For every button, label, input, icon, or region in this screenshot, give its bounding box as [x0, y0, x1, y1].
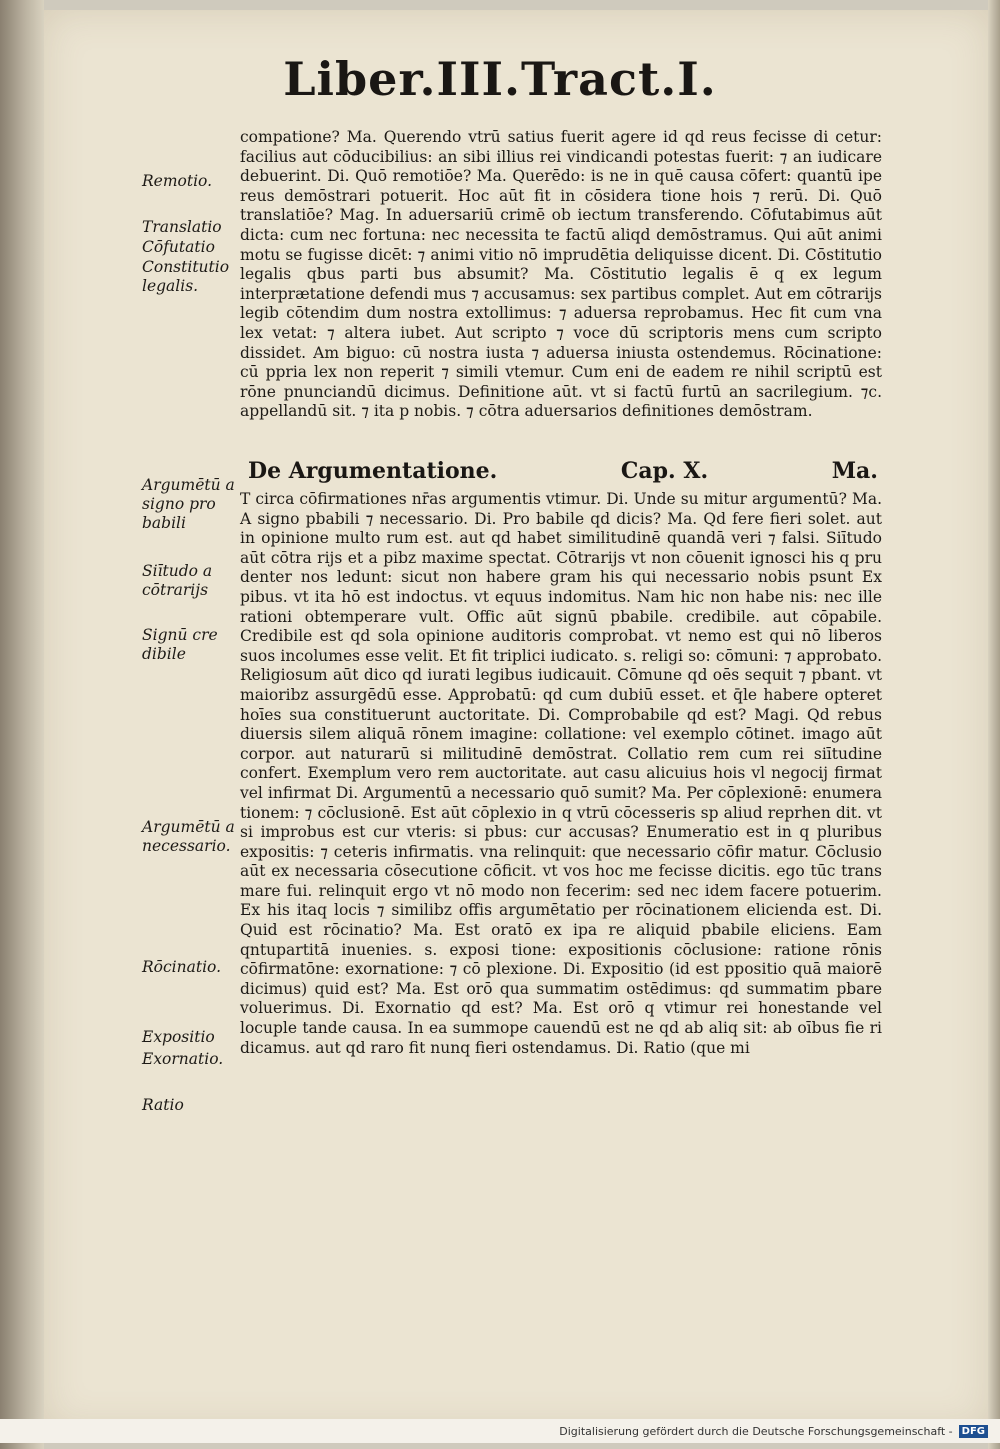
chapter-heading	[248, 458, 878, 484]
speaker-label: Ma.	[831, 458, 878, 484]
margin-note-translatio: Translatio	[142, 218, 222, 236]
footer-text: Digitalisierung gefördert durch die Deutsche Forschungsgemeinschaft -	[559, 1424, 953, 1438]
digitization-footer	[0, 1419, 1000, 1443]
margin-note-confutatio: Cōfutatio	[142, 238, 215, 256]
margin-note-exornatio: Exornatio.	[142, 1050, 224, 1068]
margin-note-constitutio: Constitutio legalis.	[142, 258, 230, 295]
margin-note-argumentum-necessario: Argumētū a necessario.	[142, 818, 235, 855]
chapter-number: Cap. X.	[620, 458, 709, 484]
book-spine	[0, 0, 44, 1449]
paragraph-1: compatione? Ma. Querendo vtrū satius fuerit agere id qd reus fecisse di cetur: facilius aut cōducibilius: an sibi illius rei vindicandi potestas fuerit: ⁊ an iudicare debuerint. Di. Quō remotiōe? Ma. Querēdo: is ne in quē causa cōfert: quantū ipe reus demōstrari potuerit. Hoc aūt fit in cōsidera tione hois ⁊ rerū. Di. Quō translatiōe? Mag. In aduersariū crimē ob iectum transferendo. Cōfutabimus aūt dicta: cum nec fortuna: nec necessita te factū aliqd demōstramus. Qui aūt animi motu se fugisse dicēt: ⁊ animi vitio nō imprudētia deliquisse dicent. Di. Cōstitutio legalis qbus parti bus absumit? Ma. Cōstitutio legalis ē q ex legum interprætatione defendi mus ⁊ accusamus: sex partibus complet. Aut em cōtrarijs legib cōtendim dum nostra extollimus: ⁊ aduersa reprobamus. Hec fit cum vna lex vetat: ⁊ altera iubet. Aut scripto ⁊ voce dū scriptoris mens cum scripto dissidet. Am biguo: cū nostra iusta ⁊ aduersa iniusta ostendemus. Rōcinatione: cū ppria lex non reperit ⁊ simili vtemur. Cum eni de eadem re nihil scriptū est rōne pnunciandū dicimus. Definitione aūt. vt si factū furtū an sacrilegium. ⁊c. appellandū sit. ⁊ ita p nobis. ⁊ cōtra aduersarios definitiones demōstram.	[240, 128, 882, 421]
margin-note-signum-credibile: Signū cre dibile	[142, 626, 218, 663]
paragraph-2: T circa cōfirmationes nr̄as argumentis vtimur. Di. Unde su mitur argumentū? Ma. A signo pbabili ⁊ necessario. Di. Pro babile qd dicis? Ma. Qd fere fieri solet. aut in opinione multo rum est. aut qd habet similitudinē quandā veri ⁊ falsi. Siītudo aūt cōtra rijs et a pibz maxime spectat. Cōtrarijs vt non cōuenit ignosci his q pru denter nos ledunt: sicut non habere gram his qui necessario nobis psunt Ex pibus. vt ita hō est indoctus. vt equus indomitus. Nam hic non habe nis: nec ille rationi obtemperare vult. Offic aūt signū pbabile. credibile. aut cōpabile. Credibile est qd sola opinione auditoris comprobat. vt nemo est qui nō liberos suos incolumes esse velit. Et fit triplici iudicato. s. religi so: cōmuni: ⁊ approbato. Religiosum aūt dico qd iurati legibus iudicauit. Cōmune qd oēs sequit ⁊ pbant. vt maioribz assurgēdū esse. Approbatū: qd cum dubiū esset. et q̄le habere opteret hoīes sua constituerunt auctoritate. Di. Comprobabile qd est? Magi. Qd rebus diuersis silem aliquā rōnem imagine: collatione: vel exemplo cōtinet. imago aūt corpor. aut naturarū si militudinē demōstrat. Collatio rem cum rei siītudine confert. Exemplum vero rem auctoritate. aut casu alicuius hois vl negocij firmat vel infirmat Di. Argumentū a necessario quō sumit? Ma. Per cōplexionē: enumera tionem: ⁊ cōclusionē. Est aūt cōplexio in q vtrū cōcesseris sp aliud reprhen dit. vt si improbus est cur vteris: si pbus: cur accusas? Enumeratio est in q pluribus expositis: ⁊ ceteris infirmatis. vna relinquit: que necessario cōfir matur. Cōclusio aūt ex necessaria cōsecutione cōficit. vt vos hoc me fecisse dicitis. ego tūc trans mare fui. relinquit ergo vt nō modo non fecerim: sed nec idem facere potuerim. Ex his itaq locis ⁊ similibz offis argumētatio per rōcinationem elicienda est. Di. Quid est rōcinatio? Ma. Est oratō ex ipa re aliquid pbabile eliciens. Eam qntupartitā inuenies. s. exposi tione: expositionis cōclusione: ratione rōnis cōfirmatōne: exornatione: ⁊ cō plexione. Di. Expositio (id est ppositio quā maiorē dicimus) quid est? Ma. Est orō qua summatim ostēdimus: qd summatim pbare voluerimus. Di. Exornatio qd est? Ma. Est orō q vtimur rei honestande vel locuple tande causa. In ea summope cauendū est ne qd ab aliq sit: ab oībus fie ri dicamus. aut qd raro fit nunq fieri ostendamus. Di. Ratio (que mi	[240, 490, 882, 1057]
chapter-title: De Argumentatione.	[248, 458, 498, 484]
margin-note-argumentum-signo: Argumētū a signo pro babili	[142, 476, 235, 532]
margin-note-remotio: Remotio.	[142, 172, 213, 190]
page-edge	[988, 0, 1000, 1449]
margin-note-ratiocinatio: Rōcinatio.	[142, 958, 222, 976]
text-block-1	[240, 128, 882, 422]
dfg-logo: DFG	[959, 1425, 988, 1438]
margin-note-similitudo: Siītudo a cōtrarijs	[142, 562, 213, 599]
page-header: Liber.III.Tract.I.	[283, 52, 717, 106]
text-block-2	[240, 490, 882, 1058]
margin-note-ratio: Ratio	[142, 1096, 184, 1114]
margin-note-expositio: Expositio	[142, 1028, 215, 1046]
